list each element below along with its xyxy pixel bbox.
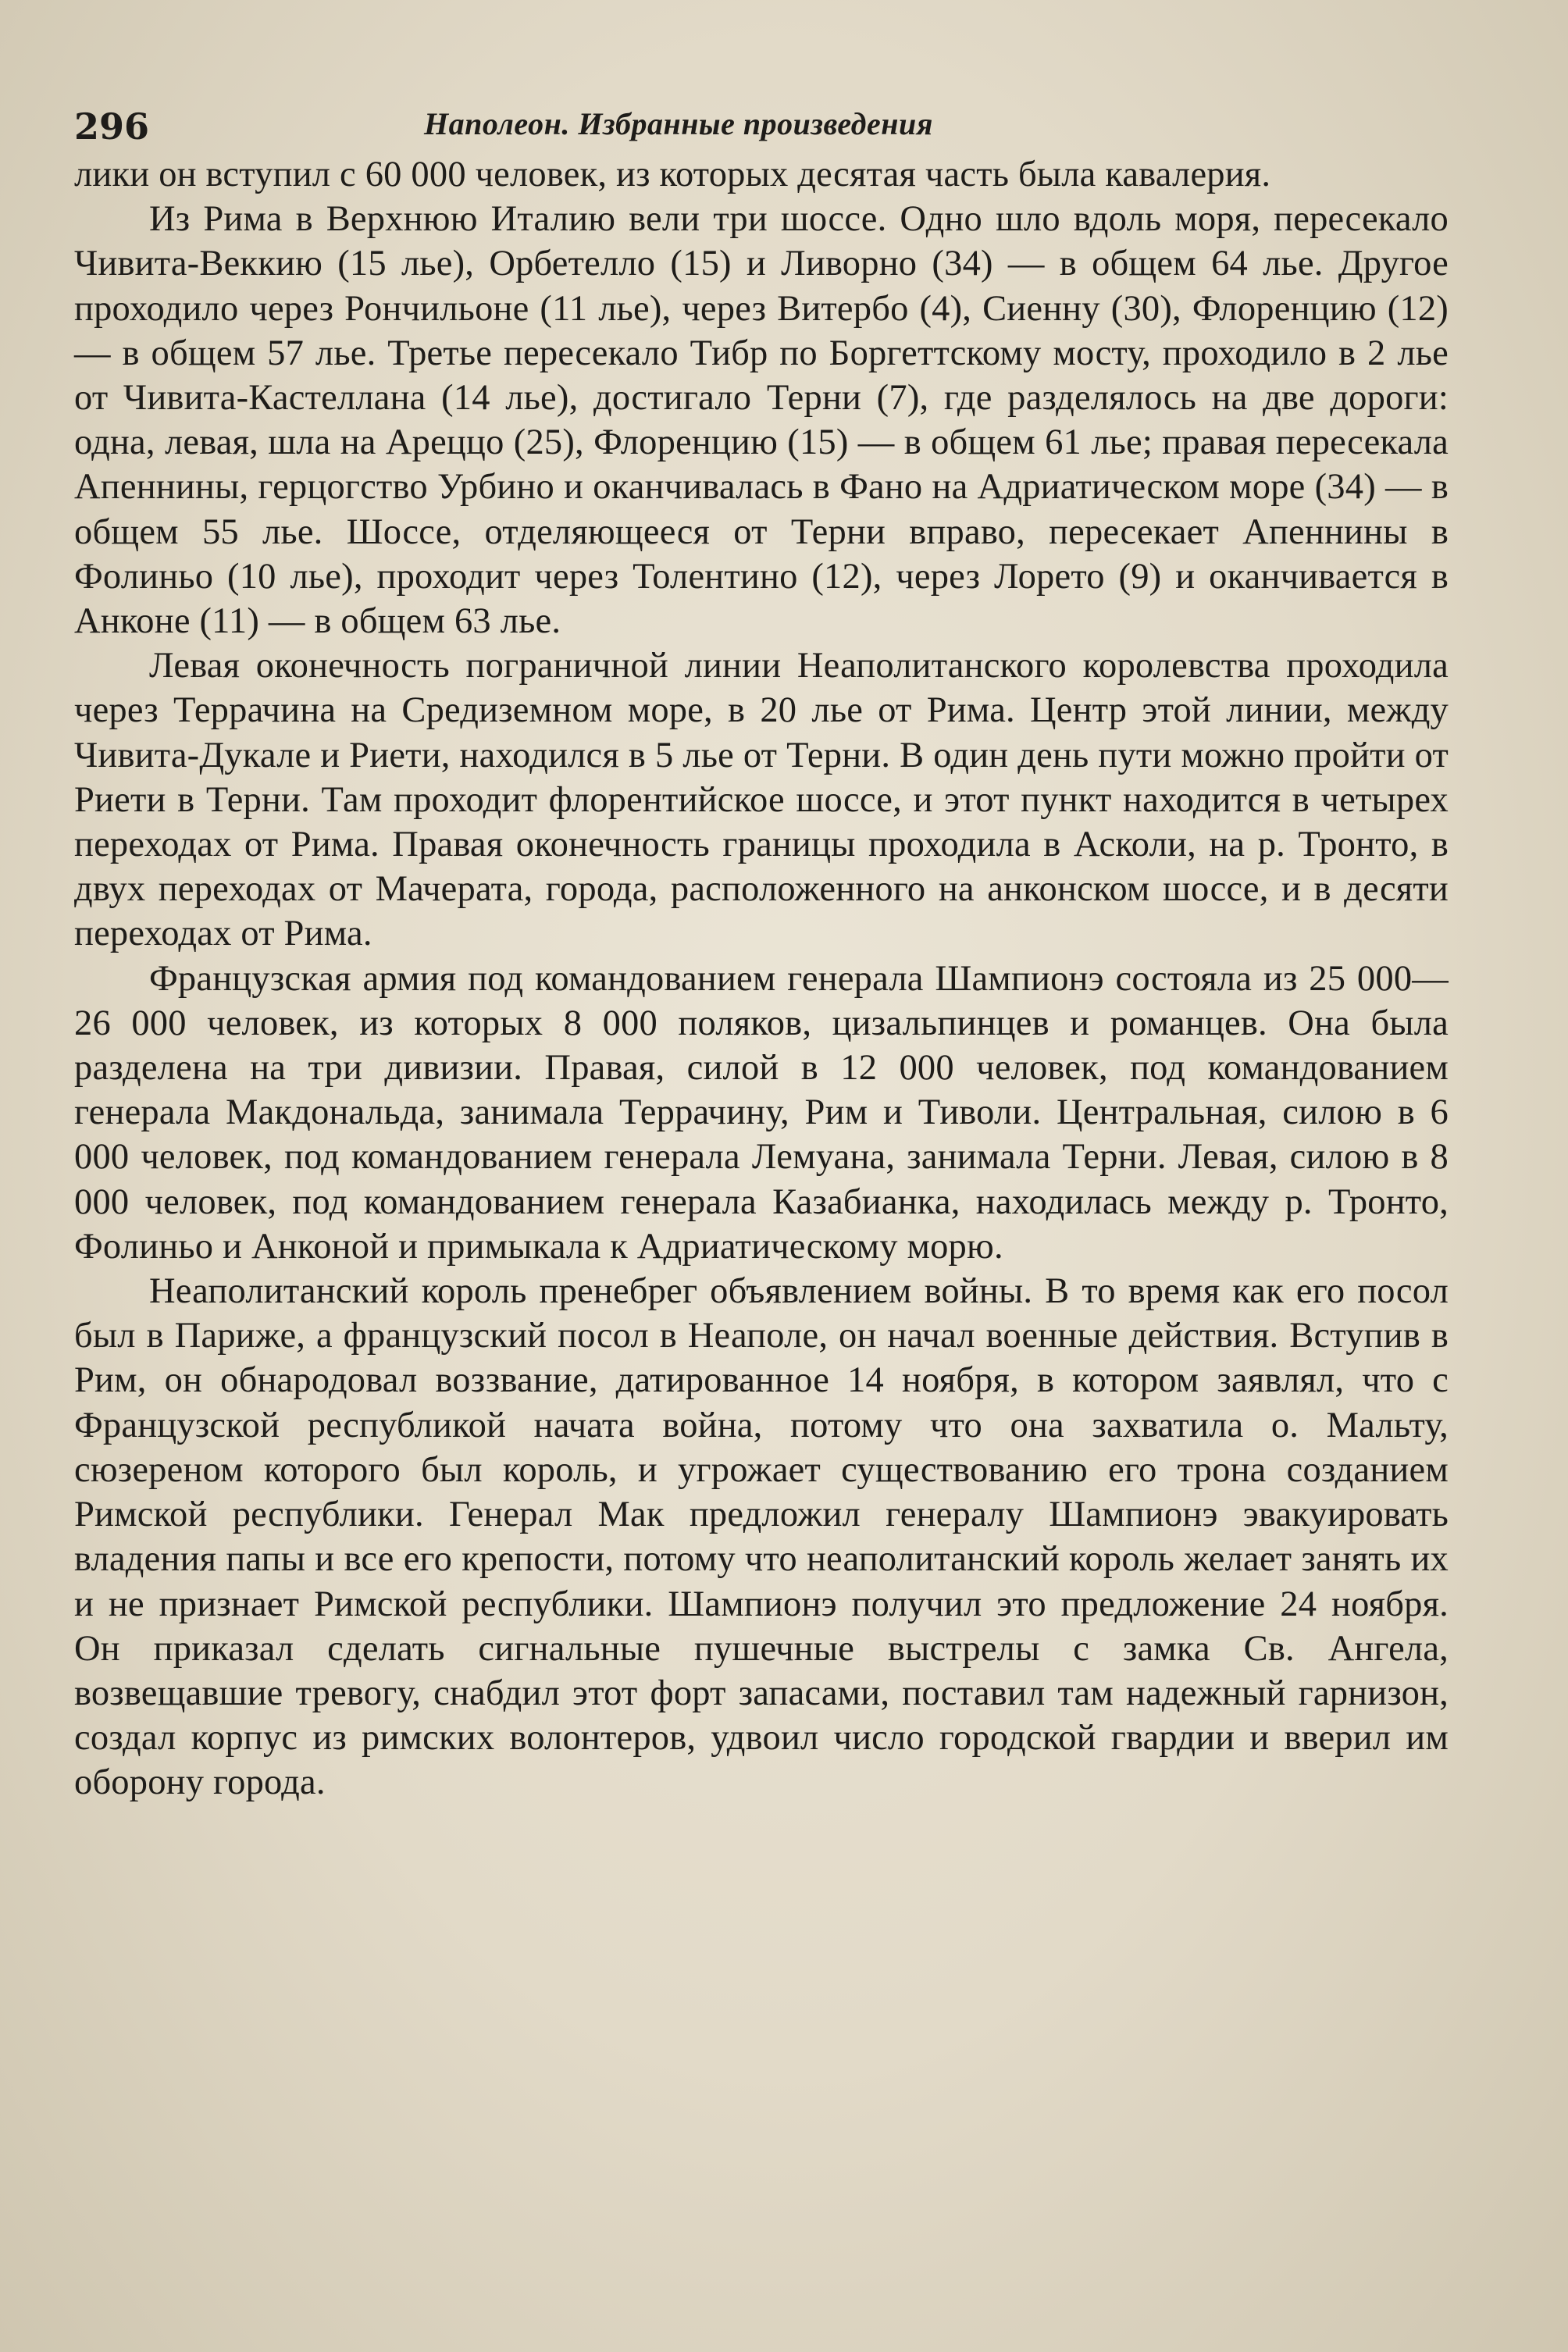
page-number: 296	[74, 105, 150, 148]
body-text	[74, 152, 1449, 1805]
book-page	[74, 98, 1449, 1805]
paragraph-roads: Из Рима в Верхнюю Италию вели три шоссе. Одно шло вдоль моря, пересекало Чивита-Веккию (15 лье), Орбетелло (15) и Ливорно (34) — в общем 64 лье. Другое проходило через Рончильоне (11 лье), через Витербо (4), Сиенну (30), Флоренцию (12) — в общем 57 лье. Третье пересекало Тибр по Боргеттскому мосту, проходило в 2 лье от Чивита-Кастеллана (14 лье), достигало Терни (7), где разделялось на две дороги: одна, левая, шла на Ареццо (25), Флоренцию (15) — в общем 61 лье; правая пересекала Апеннины, герцогство Урбино и оканчивалась в Фано на Адриатическом море (34) — в общем 55 лье. Шоссе, отделяющееся от Терни вправо, пересекает Апеннины в Фолиньо (10 лье), проходит через Толентино (12), через Лорето (9) и оканчивается в Анконе (11) — в общем 63 лье.	[74, 199, 1449, 642]
paragraph-neapolitan-king: Неаполитанский король пренебрег объявлением войны. В то время как его посол был в Париже, а французский посол в Неаполе, он начал военные действия. Вступив в Рим, он обнародовал воззвание, датированное 14 ноября, в котором заявлял, что с Французской республикой начата война, потому что она захватила о. Мальту, сюзереном которого был король, и угрожает существованию его трона созданием Римской республики. Генерал Мак предложил генералу Шампионэ эвакуировать владения папы и все его крепости, потому что неаполитанский король желает занять их и не признает Римской республики. Шампионэ получил это предложение 24 ноября. Он приказал сделать сигнальные пушечные выстрелы с замка Св. Ангела, возвещавшие тревогу, снабдил этот форт запасами, поставил там надежный гарнизон, создал корпус из римских волонтеров, удвоил число городской гвардии и вверил им оборону города.	[74, 1271, 1449, 1803]
running-head	[74, 98, 1449, 152]
paragraph-french-army: Французская армия под командованием генерала Шампионэ состояла из 25 000—26 000 человек, из которых 8 000 поляков, цизальпинцев и романцев. Она была разделена на три дивизии. Правая, силой в 12 000 человек, под командованием генерала Макдональда, занимала Террачину, Рим и Тиволи. Центральная, силою в 6 000 человек, под командованием генерала Лемуана, занимала Терни. Левая, силою в 8 000 человек, под командованием генерала Казабианка, находилась между р. Тронто, Фолиньо и Анконой и примыкала к Адриатическому морю.	[74, 958, 1449, 1267]
paragraph-continued: лики он вступил с 60 000 человек, из которых десятая часть была кавалерия.	[74, 155, 1271, 194]
paragraph-border-line: Левая оконечность пограничной линии Неаполитанского королевства проходила через Террачина на Средиземном море, в 20 лье от Рима. Центр этой линии, между Чивита-Дукале и Риети, находился в 5 лье от Терни. В один день пути можно пройти от Риети в Терни. Там проходит флорентийское шоссе, и этот пункт находится в четырех переходах от Рима. Правая оконечность границы проходила в Асколи, на р. Тронто, в двух переходах от Мачерата, города, расположенного на анконском шоссе, и в десяти переходах от Рима.	[74, 646, 1449, 954]
running-title: Наполеон. Избранные произведения	[424, 106, 933, 141]
